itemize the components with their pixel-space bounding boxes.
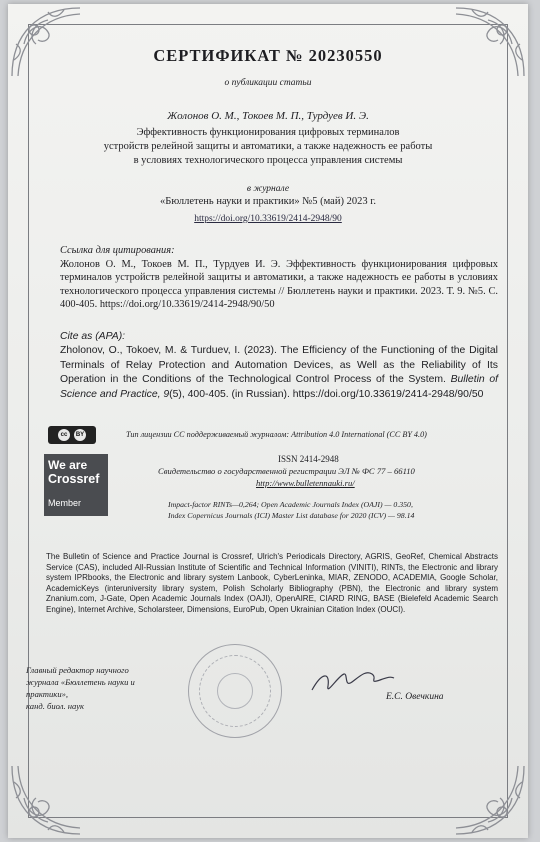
article-title-line: устройств релейной защиты и автоматики, а также надежность ее работы [103, 141, 433, 152]
registration-certificate: Свидетельство о государственной регистрации ЭЛ № ФС 77 – 66110 [158, 466, 415, 476]
journal-site-link[interactable]: http://www.bulletennauki.ru/ [256, 478, 355, 488]
cc-license-badge [48, 426, 96, 444]
article-title [68, 126, 468, 168]
crossref-line2: Crossref [48, 472, 100, 486]
in-journal-label: в журнале [246, 184, 290, 194]
crossref-line3: Member [48, 498, 82, 508]
journal-issn: ISSN 2414-2948 [278, 454, 339, 464]
crossref-member-logo [44, 454, 108, 516]
editor-line: Главный редактор научного [26, 665, 129, 675]
citation-ru-label: Ссылка для цитирования: [60, 245, 175, 256]
editor-line: журнала «Бюллетень науки и [26, 677, 135, 687]
by-icon: BY [74, 429, 86, 441]
citation-en-text: Zholonov, O., Tokoev, M. & Turduev, I. (2023). The Efficiency of the Functioning of the Digital Terminals of Relay Protection and Automation Devices, as Well as the Reliability of Its Operation in the Conditions of the Technological Control Process of the System. [60, 345, 498, 386]
stamp-seal-icon [188, 644, 282, 738]
certificate-title: СЕРТИФИКАТ № 20230550 [153, 46, 383, 65]
editor-line: практики», [26, 689, 69, 699]
impact-line: Impact-factor RINTs—0,264; Open Academic Journals Index (OAJI) — 0.350, [168, 500, 413, 509]
impact-line: Index Copernicus Journals (ICI) Master List database for 2020 (ICV) — 98.14 [168, 510, 415, 520]
citation-en-label: Cite as (APA): [60, 331, 126, 342]
citation-ru-text: Жолонов О. М., Токоев М. П., Турдуев И. Э. Эффективность функционирования цифровых терминалов устройств релейной защиты и автоматики, а также надежность ее работы в условиях технологического процесса управления системы // Бюллетень науки и практики. 2023. Т. 9. №5. С. 400-405. https://doi.org/10.33619/2414-2948/90/50 [60, 258, 498, 311]
citation-en-tail: (5), 400-405. (in Russian). https://doi.org/10.33619/2414-2948/90/50 [169, 388, 484, 400]
ornament-corner-icon [452, 762, 528, 838]
article-title-line: в условиях технологического процесса управления системы [133, 155, 403, 166]
signature-icon [308, 664, 398, 700]
signer-name: Е.С. Овечкина [386, 692, 444, 702]
citation-en [60, 330, 498, 402]
ornament-corner-icon [452, 4, 528, 80]
article-doi-link[interactable]: https://doi.org/10.33619/2414-2948/90 [194, 214, 342, 224]
indexing-paragraph: The Bulletin of Science and Practice Journal is Crossref, Ulrich's Periodicals Directory, AGRIS, GeoRef, Chemical Abstracts Service (CAS), included All-Russian Institute of Scientific and Technical Information (VINITI), RINTs, the Electronic and library system IPRbooks, the Electronic and library system Lanbook, CyberLeninka, MIAR, ZENODO, ACADEMIA, Google Scholar, AcademicKeys (interuniversity library system, Polish Scholarly Bibliography (PBN), the Electronic and library system Znanium.com, J-Gate, Open Academic Journals Index (OAJI), OpenAIRE, CIARD RING, BASE (Bielefeld Academic Search Engine), Internet Archive, Scholarsteer, Dimensions, EuroPub, Open Ukrainian Citation Index (OUCI). [46, 552, 498, 614]
cc-icon: cc [58, 429, 70, 441]
impact-factors [168, 500, 488, 521]
ornament-corner-icon [8, 4, 84, 80]
article-authors: Жолонов О. М., Токоев М. П., Турдуев И. Э. [167, 110, 369, 122]
citation-ru [60, 244, 498, 312]
editor-line: канд. биол. наук [26, 701, 85, 711]
editor-position [26, 664, 176, 712]
certificate-sheet [8, 4, 528, 838]
crossref-line1: We are [48, 458, 88, 472]
ornament-corner-icon [8, 762, 84, 838]
journal-issue: «Бюллетень науки и практики» №5 (май) 2023 г. [160, 196, 376, 207]
article-title-line: Эффективность функционирования цифровых терминалов [136, 127, 400, 138]
citation-en-journal: Bulletin of Science and Practice, 9 [60, 374, 498, 400]
license-text: Тип лицензии CC поддерживаемый журналом: Attribution 4.0 International (CC BY 4.0) [126, 430, 427, 439]
certificate-subtitle: о публикации статьи [224, 78, 312, 88]
